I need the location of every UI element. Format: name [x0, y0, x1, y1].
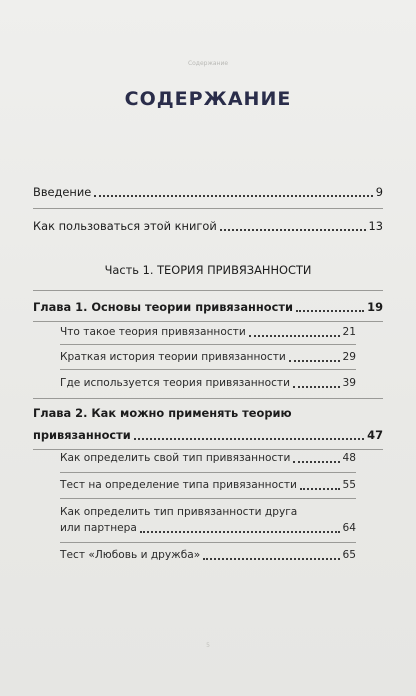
leader-dots	[220, 229, 366, 231]
subentry-label: Тест на определение типа привязанности	[60, 479, 297, 491]
subentry-page: 39	[342, 377, 356, 389]
subentry-page: 21	[342, 326, 356, 338]
subentry-page: 55	[342, 479, 356, 491]
chapter-label: Глава 1. Основы теории привязанности	[33, 300, 293, 314]
subentry-page: 48	[342, 452, 356, 464]
toc-entry-page: 9	[375, 185, 383, 199]
toc-subentry[interactable]	[60, 452, 356, 464]
leader-dots	[289, 360, 340, 362]
running-header: Содержание	[187, 60, 229, 67]
toc-subentry[interactable]	[60, 377, 356, 389]
subentry-page: 64	[342, 522, 356, 534]
divider	[33, 398, 383, 399]
leader-dots	[293, 461, 339, 463]
chapter-label: привязанности	[33, 428, 131, 442]
leader-dots	[293, 386, 340, 388]
divider	[60, 542, 356, 543]
toc-subentry[interactable]	[60, 549, 356, 561]
divider	[60, 498, 356, 499]
toc-subentry[interactable]	[60, 522, 356, 534]
toc-subentry[interactable]	[60, 326, 356, 338]
divider	[60, 344, 356, 345]
toc-subentry[interactable]	[60, 479, 356, 491]
page-title: СОДЕРЖАНИЕ	[124, 88, 292, 110]
leader-dots	[249, 335, 340, 337]
toc-entry-page: 13	[368, 219, 383, 233]
leader-dots	[140, 531, 340, 533]
subentry-label: Что такое теория привязанности	[60, 326, 246, 338]
subentry-label: Тест «Любовь и дружба»	[60, 549, 201, 561]
leader-dots	[296, 310, 364, 312]
divider	[60, 472, 356, 473]
toc-subentry-line1[interactable]: Как определить тип привязанности друга	[60, 506, 298, 518]
subentry-label: Краткая история теории привязанности	[60, 351, 286, 363]
toc-entry-label: Как пользоваться этой книгой	[33, 219, 217, 233]
page-number: 5	[206, 642, 210, 649]
subentry-page: 29	[342, 351, 356, 363]
divider	[33, 290, 383, 291]
chapter-page: 47	[367, 428, 383, 442]
divider	[33, 208, 383, 209]
divider	[33, 321, 383, 322]
leader-dots	[94, 195, 372, 197]
divider	[60, 369, 356, 370]
part-heading: Часть 1. ТЕОРИЯ ПРИВЯЗАННОСТИ	[104, 263, 312, 277]
toc-entry-introduction[interactable]	[33, 185, 383, 199]
leader-dots	[134, 438, 364, 440]
toc-chapter-2-line1[interactable]: Глава 2. Как можно применять теорию	[33, 406, 292, 420]
subentry-label: Как определить свой тип привязанности	[60, 452, 291, 464]
subentry-page: 65	[342, 549, 356, 561]
subentry-label: или партнера	[60, 522, 137, 534]
toc-subentry[interactable]	[60, 351, 356, 363]
chapter-page: 19	[367, 300, 383, 314]
toc-entry-label: Введение	[33, 185, 92, 199]
divider	[33, 449, 383, 450]
toc-entry-how-to-use[interactable]	[33, 219, 383, 233]
leader-dots	[300, 488, 340, 490]
toc-chapter-2[interactable]	[33, 428, 383, 442]
leader-dots	[203, 558, 339, 560]
subentry-label: Где используется теория привязанности	[60, 377, 290, 389]
toc-chapter-1[interactable]	[33, 300, 383, 314]
